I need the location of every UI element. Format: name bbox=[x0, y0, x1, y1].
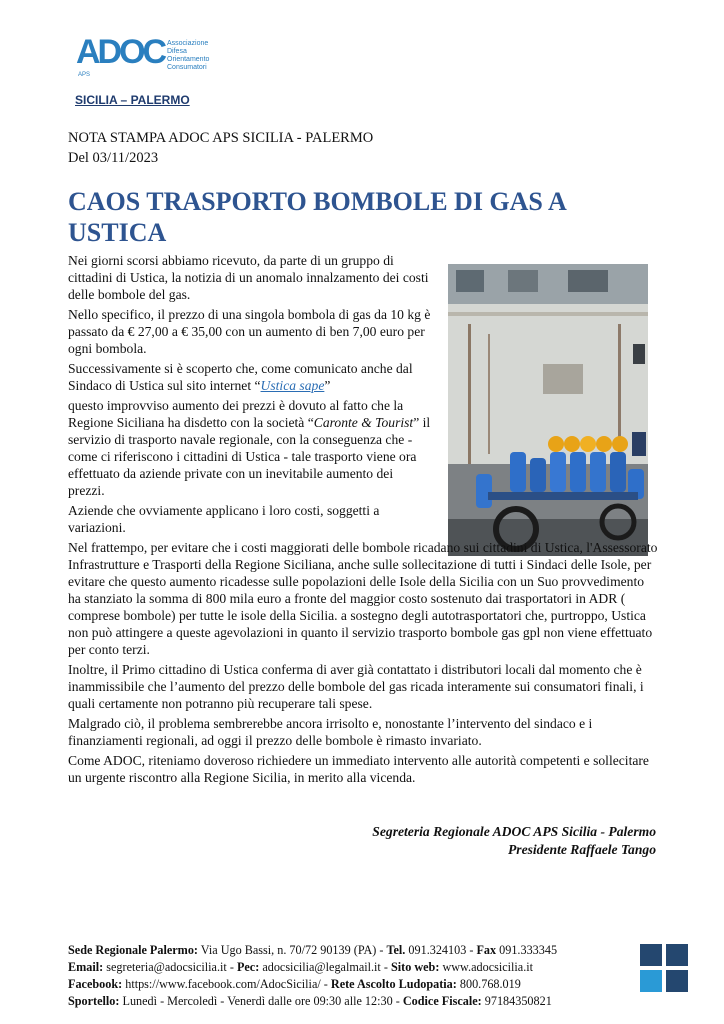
logo-aps: APS bbox=[78, 72, 91, 78]
region-label: SICILIA – PALERMO bbox=[75, 93, 190, 107]
logo-tagline: Associazione Difesa Orientamento Consumatori bbox=[167, 40, 210, 71]
article-body bbox=[68, 252, 660, 789]
paragraph-9: Come ADOC, riteniamo doveroso richiedere un immediato intervento alle autorità competenti e sollecitare un urgente riscontro alla Regione Sicilia, in merito alla vicenda. bbox=[68, 753, 649, 785]
signature-president: Presidente Raffaele Tango bbox=[507, 842, 656, 857]
footer-email-line: Email: segreteria@adocsicilia.it - Pec: adocsicilia@legalmail.it - Sito web: www.adocsicilia.it bbox=[68, 960, 534, 974]
square-top-right bbox=[666, 944, 688, 966]
press-note-title: NOTA STAMPA ADOC APS SICILIA - PALERMO bbox=[68, 130, 374, 146]
paragraph-2: Nello specifico, il prezzo di una singola bombola di gas da 10 kg è passato da € 27,00 a € 35,00 con un aumento di ben 7,00 euro per ogni bombola. bbox=[68, 307, 431, 356]
paragraph-1: Nei giorni scorsi abbiamo ricevuto, da parte di un gruppo di cittadini di Ustica, la notizia di un anomalo innalzamento dei costi delle bombole del gas. bbox=[68, 253, 429, 302]
press-note-date: Del 03/11/2023 bbox=[68, 150, 159, 166]
footer-address-line: Sede Regionale Palermo: Via Ugo Bassi, n. 70/72 90139 (PA) - Tel. 091.324103 - Fax 091.333345 bbox=[68, 943, 558, 957]
footer-social-line: Facebook: https://www.facebook.com/AdocSicilia/ - Rete Ascolto Ludopatia: 800.768.019 bbox=[68, 977, 521, 991]
signature-secretariat: Segreteria Regionale ADOC APS Sicilia - Palermo bbox=[372, 824, 656, 839]
logo-wordmark: ADOC bbox=[76, 33, 165, 71]
text-column-narrow bbox=[68, 252, 433, 536]
paragraph-8: Malgrado ciò, il problema sembrerebbe ancora irrisolto e, nonostante l’intervento del sindaco e i finanziamenti regionali, ad oggi il prezzo delle bombole è rimasto invariato. bbox=[68, 716, 593, 748]
footer-squares-logo bbox=[640, 944, 690, 994]
paragraph-5: Aziende che ovviamente applicano i loro costi, soggetti a variazioni. bbox=[68, 503, 380, 535]
press-header bbox=[68, 128, 373, 168]
paragraph-7: Inoltre, il Primo cittadino di Ustica conferma di aver già contattato i distributori locali dal momento che è inammissibile che l’aumento del prezzo delle bombole del gas ricada interamente sui consumatori finali, i quali certamente non potranno più recuperare tali spese. bbox=[68, 662, 644, 711]
ustica-sape-link[interactable]: Ustica sape bbox=[260, 378, 325, 393]
square-bottom-left bbox=[640, 970, 662, 992]
footer-contacts bbox=[68, 942, 628, 1010]
square-top-left bbox=[640, 944, 662, 966]
paragraph-4: questo improvviso aumento dei prezzi è dovuto al fatto che la Regione Siciliana ha disdetto con la società “Caronte & Tourist” il servizio di trasporto navale regionale, con la conseguenza che - come ci riferiscono i cittadini di Ustica - tale trasporto viene ora effettuato da aziende private con un inevitabile aumento dei prezzi. bbox=[68, 398, 431, 498]
company-name: Caronte & Tourist bbox=[313, 415, 414, 430]
footer-hours-line: Sportello: Lunedì - Mercoledì - Venerdì dalle ore 09:30 alle 12:30 - Codice Fiscale: 97184350821 bbox=[68, 994, 552, 1008]
paragraph-3: Successivamente si è scoperto che, come comunicato anche dal Sindaco di Ustica sul sito internet “Ustica sape” bbox=[68, 361, 413, 393]
adoc-logo bbox=[72, 30, 232, 84]
square-bottom-right bbox=[666, 970, 688, 992]
article-title: CAOS TRASPORTO BOMBOLE DI GAS A USTICA bbox=[68, 187, 566, 247]
signature-block bbox=[372, 823, 656, 859]
paragraph-6: Nel frattempo, per evitare che i costi maggiorati delle bombole ricadano sui cittadini di Ustica, l'Assessorato Infrastrutture e Trasporti della Regione Siciliana, anche sulle sollecitazione di tutti i Sindaci delle Isole, per evitare che questo aumento ricadesse sulle popolazioni delle Isole della Sicilia con un Suo provvedimento ha stanziato la somma di 800 mila euro a fronte del maggior costo sostenuto dai trasportatori in ADR ( comprese bombole) per tutte le isole della Sicilia. a sostegno degli autotrasportatori che, purtroppo, Ustica non può attingere a queste agevolazioni in quanto il servizio trasporto bombole gas gpl non viene effettuato per conto terzi. bbox=[68, 540, 658, 657]
